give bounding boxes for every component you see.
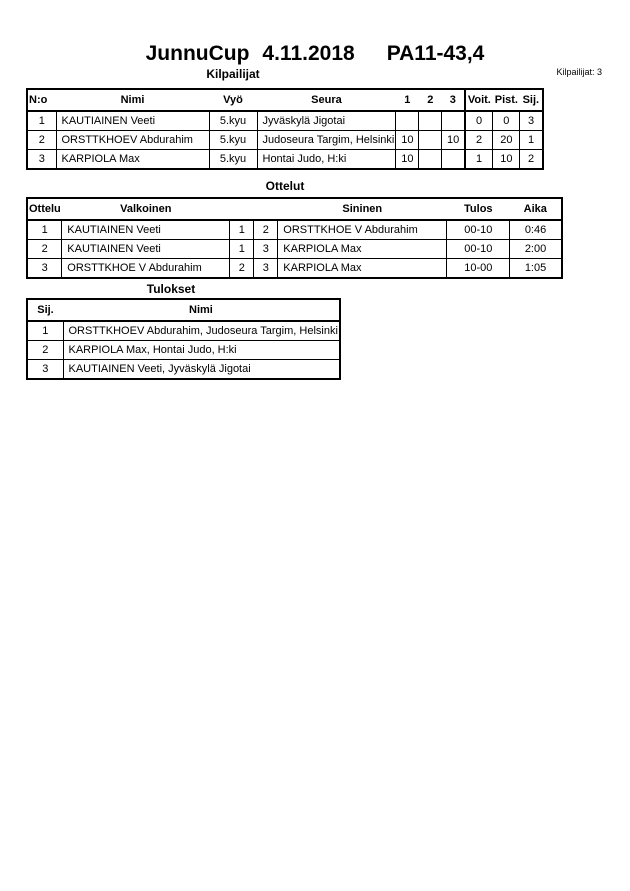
table-row: [27, 259, 562, 279]
cell-pist: 20: [493, 131, 520, 150]
col-no: N:o: [27, 89, 56, 111]
cell-aika: 0:46: [510, 220, 562, 240]
table-row: [27, 321, 340, 341]
cell-blue-no: 2: [254, 220, 278, 240]
cell-ottelu: 2: [27, 240, 62, 259]
matches-heading: Ottelut: [265, 179, 305, 193]
cell-voit: 0: [465, 111, 493, 131]
cell-white-no: 2: [230, 259, 254, 279]
cell-sij: 3: [27, 360, 63, 380]
event-name: JunnuCup: [145, 42, 250, 65]
col-seura: Seura: [257, 89, 396, 111]
cell-blue-no: 3: [254, 240, 278, 259]
cell-round-1: [396, 111, 419, 131]
cell-nimi: KARPIOLA Max: [56, 150, 209, 170]
cell-sininen: ORSTTKHOE V Abdurahim: [278, 220, 447, 240]
col-vyo: Vyö: [209, 89, 257, 111]
col-round-1: 1: [396, 89, 419, 111]
cell-round-3: [442, 150, 465, 170]
cell-valkoinen: KAUTIAINEN Veeti: [62, 240, 230, 259]
table-row: [27, 341, 340, 360]
cell-blue-no: 3: [254, 259, 278, 279]
cell-white-no: 1: [230, 240, 254, 259]
competitors-table: [26, 88, 544, 170]
cell-sij: 1: [27, 321, 63, 341]
table-row: [27, 111, 543, 131]
cell-nimi: ORSTTKHOEV Abdurahim: [56, 131, 209, 150]
cell-round-3: 10: [442, 131, 465, 150]
col-tulos: Tulos: [447, 198, 510, 220]
cell-pist: 0: [493, 111, 520, 131]
cell-voit: 1: [465, 150, 493, 170]
cell-nimi: KAUTIAINEN Veeti: [56, 111, 209, 131]
col-valkoinen: Valkoinen: [62, 198, 230, 220]
col-white-no: [230, 198, 254, 220]
col-nimi: Nimi: [63, 299, 340, 321]
cell-no: 1: [27, 111, 56, 131]
cell-nimi: KAUTIAINEN Veeti, Jyväskylä Jigotai: [63, 360, 340, 380]
results-table: [26, 298, 341, 380]
cell-ottelu: 1: [27, 220, 62, 240]
cell-sij: 2: [520, 150, 543, 170]
table-row: [27, 220, 562, 240]
matches-table: [26, 197, 563, 279]
cell-seura: Hontai Judo, H:ki: [257, 150, 396, 170]
cell-no: 3: [27, 150, 56, 170]
weight-category: PA11-43,4: [386, 42, 485, 65]
col-aika: Aika: [510, 198, 562, 220]
table-row: [27, 240, 562, 259]
col-sij: Sij.: [520, 89, 543, 111]
cell-vyo: 5.kyu: [209, 150, 257, 170]
results-heading: Tulokset: [146, 282, 196, 296]
header-row: [27, 299, 340, 321]
header-row: [27, 89, 543, 111]
table-row: [27, 131, 543, 150]
cell-vyo: 5.kyu: [209, 111, 257, 131]
col-sininen: Sininen: [278, 198, 447, 220]
competitors-heading: Kilpailijat: [206, 67, 260, 81]
cell-round-2: [419, 111, 442, 131]
cell-round-1: 10: [396, 150, 419, 170]
cell-tulos: 10-00: [447, 259, 510, 279]
col-sij: Sij.: [27, 299, 63, 321]
cell-no: 2: [27, 131, 56, 150]
cell-pist: 10: [493, 150, 520, 170]
cell-nimi: ORSTTKHOEV Abdurahim, Judoseura Targim, Helsinki: [63, 321, 340, 341]
cell-voit: 2: [465, 131, 493, 150]
cell-valkoinen: KAUTIAINEN Veeti: [62, 220, 230, 240]
cell-nimi: KARPIOLA Max, Hontai Judo, H:ki: [63, 341, 340, 360]
cell-sininen: KARPIOLA Max: [278, 259, 447, 279]
cell-sij: 2: [27, 341, 63, 360]
event-date: 4.11.2018: [262, 42, 355, 65]
cell-round-1: 10: [396, 131, 419, 150]
competitors-count: Kilpailijat: 3: [556, 67, 602, 77]
cell-round-3: [442, 111, 465, 131]
cell-round-2: [419, 150, 442, 170]
cell-round-2: [419, 131, 442, 150]
col-voit: Voit.: [465, 89, 493, 111]
cell-sij: 3: [520, 111, 543, 131]
page-title: [0, 42, 630, 66]
col-ottelu: Ottelu: [27, 198, 62, 220]
col-blue-no: [254, 198, 278, 220]
col-round-3: 3: [442, 89, 465, 111]
cell-sininen: KARPIOLA Max: [278, 240, 447, 259]
cell-white-no: 1: [230, 220, 254, 240]
cell-vyo: 5.kyu: [209, 131, 257, 150]
cell-seura: Judoseura Targim, Helsinki: [257, 131, 396, 150]
cell-ottelu: 3: [27, 259, 62, 279]
col-nimi: Nimi: [56, 89, 209, 111]
cell-aika: 2:00: [510, 240, 562, 259]
cell-seura: Jyväskylä Jigotai: [257, 111, 396, 131]
cell-aika: 1:05: [510, 259, 562, 279]
table-row: [27, 150, 543, 170]
header-row: [27, 198, 562, 220]
col-pist: Pist.: [493, 89, 520, 111]
cell-tulos: 00-10: [447, 240, 510, 259]
table-row: [27, 360, 340, 380]
cell-valkoinen: ORSTTKHOE V Abdurahim: [62, 259, 230, 279]
cell-tulos: 00-10: [447, 220, 510, 240]
col-round-2: 2: [419, 89, 442, 111]
cell-sij: 1: [520, 131, 543, 150]
